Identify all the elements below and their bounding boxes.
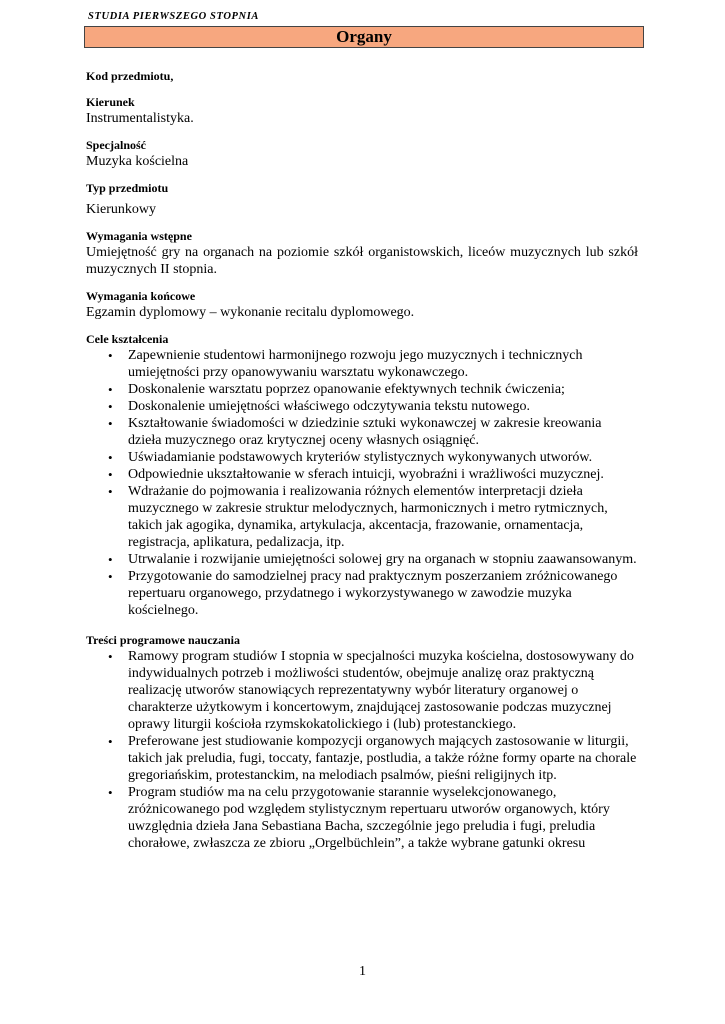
header-label: STUDIA PIERWSZEGO STOPNIA (88, 11, 259, 22)
field-value: Muzyka kościelna (86, 154, 189, 169)
cele-list (86, 347, 638, 619)
list-item: • Uświadamianie podstawowych kryteriów stylistycznych wykonywanych utworów. (128, 449, 638, 466)
list-item: • Odpowiednie ukształtowanie w sferach intuicji, wyobraźni i wrażliwości muzycznej. (128, 466, 638, 483)
field-specjalnosc (86, 137, 638, 170)
field-value: Kierunkowy (86, 202, 156, 217)
field-wymagania-wstepne (86, 228, 638, 278)
section-label-tresci: Treści programowe nauczania (86, 633, 240, 647)
list-item: • Kształtowanie świadomości w dziedzinie sztuki wykonawczej w zakresie kreowania dzieła muzycznego oraz krytycznej oceny własnych osiągnięć. (128, 415, 638, 449)
document-body (86, 68, 638, 852)
field-label: Typ przedmiotu (86, 181, 169, 195)
list-item: • Przygotowanie do samodzielnej pracy nad praktycznym poszerzaniem zróżnicowanego repertuaru organowego, przydatnego i wykorzystywanego w zawodzie muzyka kościelnego. (128, 568, 638, 619)
list-item: • Ramowy program studiów I stopnia w specjalności muzyka kościelna, dostosowywany do indywidualnych potrzeb i możliwości studentów, obejmuje analizę oraz praktyczną realizację utworów stanowiących reprezentatywny wybór literatury organowej o charakterze użytkowym i koncertowym, znajdującej zastosowanie podczas muzycznej oprawy liturgii kościoła rzymskokatolickiego i (lub) protestanckiego. (128, 648, 638, 733)
list-item: • Doskonalenie umiejętności właściwego odczytywania tekstu nutowego. (128, 398, 638, 415)
field-value: Egzamin dyplomowy – wykonanie recitalu dyplomowego. (86, 305, 415, 320)
list-item: • Preferowane jest studiowanie kompozycji organowych mających zastosowanie w liturgii, takich jak preludia, fugi, toccaty, fantazje, postludia, a także różne formy oparte na chorale gregoriańskim, protestanckim, na melodiach psalmów, pieśni religijnych itp. (128, 733, 638, 784)
field-label: Wymagania wstępne (86, 229, 192, 243)
page-title: Organy (84, 26, 644, 48)
field-kierunek (86, 94, 638, 127)
list-item: • Utrwalanie i rozwijanie umiejętności solowej gry na organach w stopniu zaawansowanym. (128, 551, 638, 568)
field-value: Instrumentalistyka. (86, 111, 194, 126)
list-item: • Wdrażanie do pojmowania i realizowania różnych elementów interpretacji dzieła muzycznego w zakresie struktur melodycznych, harmonicznych i metro rytmicznych, takich jak agogika, dynamika, artykulacja, akcentacja, frazowanie, ornamentacja, registracja, aplikatura, pedalizacja, itp. (128, 483, 638, 551)
field-typ (86, 180, 638, 218)
section-label-cele: Cele kształcenia (86, 332, 169, 346)
field-kod (86, 68, 638, 84)
field-label: Kod przedmiotu, (86, 69, 174, 83)
list-item: • Program studiów ma na celu przygotowanie starannie wyselekcjonowanego, zróżnicowanego pod względem stylistycznym repertuaru utworów organowych, który uwzględnia dzieła Jana Sebastiana Bacha, szczególnie jego preludia i fugi, preludia chorałowe, zwłaszcza ze zbioru „Orgelbüchlein”, a także wybrane gatunki okresu (128, 784, 638, 852)
field-label: Specjalność (86, 138, 146, 152)
page-number: 1 (359, 964, 366, 979)
field-label: Wymagania końcowe (86, 289, 196, 303)
list-item: • Zapewnienie studentowi harmonijnego rozwoju jego muzycznych i technicznych umiejętności przy opanowywaniu warsztatu wykonawczego. (128, 347, 638, 381)
field-value: Umiejętność gry na organach na poziomie szkół organistowskich, liceów muzycznych lub szkół muzycznych II stopnia. (86, 245, 638, 277)
field-label: Kierunek (86, 95, 135, 109)
field-wymagania-koncowe (86, 288, 638, 321)
tresci-list (86, 648, 638, 852)
list-item: • Doskonalenie warsztatu poprzez opanowanie efektywnych technik ćwiczenia; (128, 381, 638, 398)
